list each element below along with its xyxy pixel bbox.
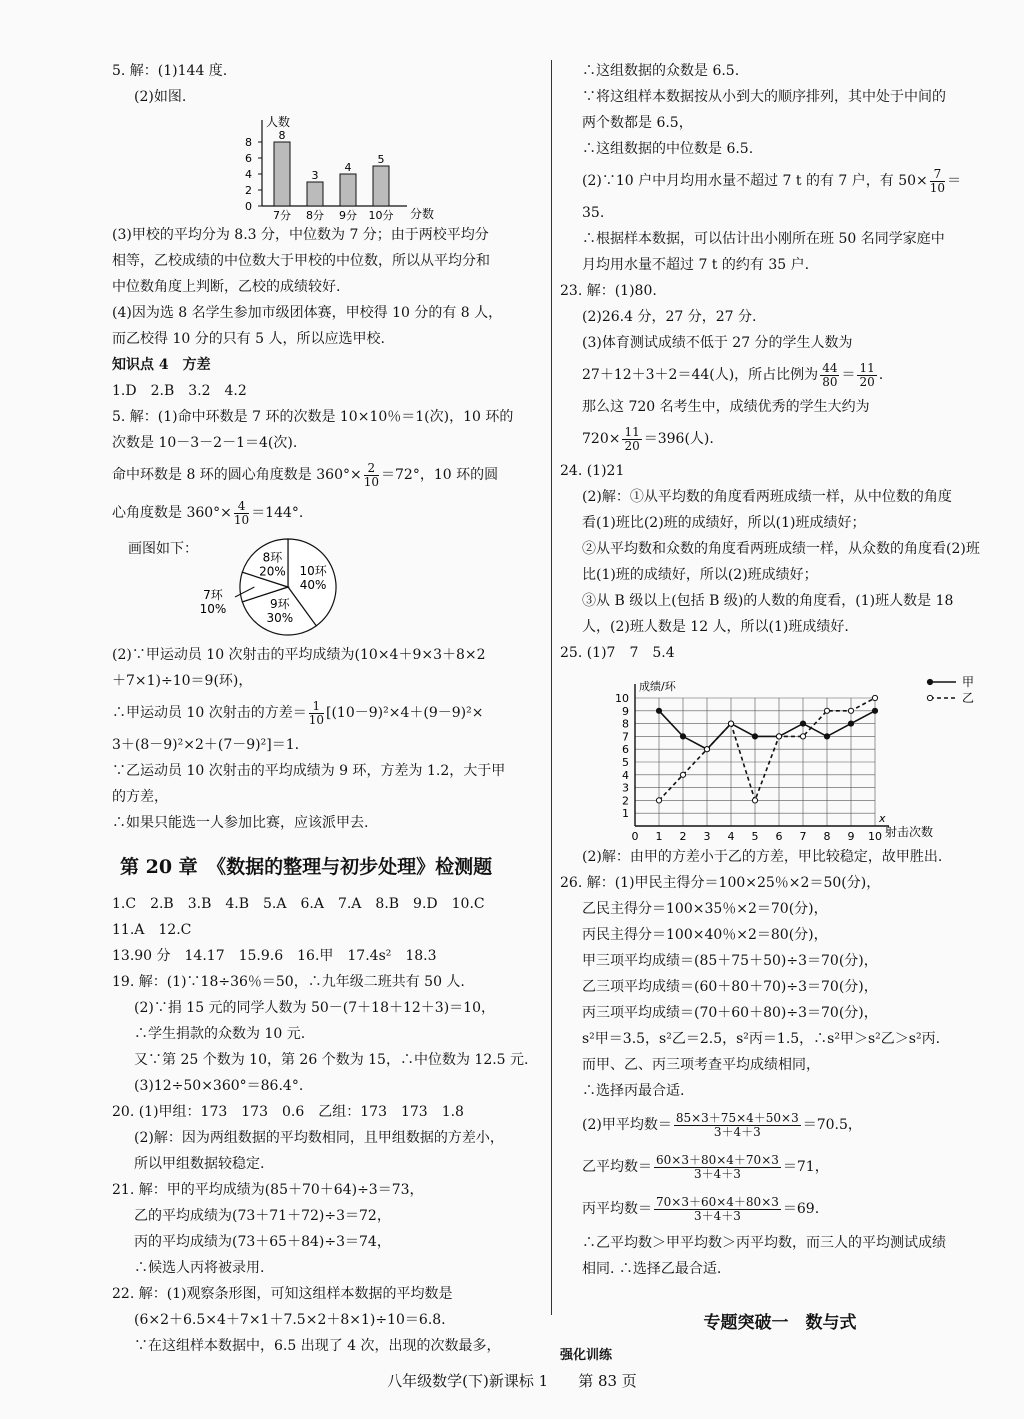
data-point: [824, 708, 829, 713]
x-tick-label: 1: [655, 830, 663, 843]
data-point: [848, 708, 853, 713]
y-axis-label: 成绩/环: [639, 680, 676, 693]
q23b-pre: 27＋12＋3＋2＝44(人)，所占比例为: [582, 367, 819, 383]
q19-line: (2)∵捐 15 元的同学人数为 50－(7＋18＋12＋3)＝10，: [134, 1000, 495, 1016]
y-tick-label: 0: [245, 200, 252, 213]
series-line: [659, 711, 875, 749]
q23-line: (2)26.4 分，27 分，27 分.: [582, 309, 757, 325]
bar-value-label: 8: [278, 129, 286, 142]
angle-10-post: ＝144°.: [251, 505, 304, 521]
q23d-pre: 720×: [582, 431, 621, 447]
y-tick-label: 1: [622, 807, 629, 821]
fraction: [674, 1112, 801, 1139]
q20-line: (2)解：因为两组数据的平均数相同，且甲组数据的方差小，: [134, 1130, 504, 1146]
q5d-line: ＋7×1)÷10＝9(环)，: [112, 673, 253, 689]
bar-value-label: 4: [344, 161, 352, 174]
denominator: 3＋4＋3: [713, 1124, 761, 1139]
q25b-line: (2)解：由甲的方差小于乙的方差，甲比较稳定，故甲胜出.: [582, 849, 943, 865]
column-divider: [551, 60, 552, 1315]
angle-10-line: [112, 494, 542, 532]
numerator: 11: [624, 424, 640, 439]
angle-10-pre: 心角度数是 360°×: [112, 505, 232, 521]
equals: ＝: [841, 367, 856, 383]
line-chart-svg: [560, 666, 1000, 844]
fraction: [820, 362, 839, 389]
q26-line: ∴选择丙最合适.: [582, 1083, 685, 1099]
q26-line: 丙三项平均成绩＝(70＋60＋80)÷3＝70(分)，: [582, 1005, 878, 1021]
chapter-title: 第 20 章 《数据的整理与初步处理》检测题: [120, 856, 493, 878]
q22-line: (6×2＋6.5×4＋7×1＋7.5×2＋8×1)÷10＝6.8.: [134, 1312, 446, 1328]
q22b-line: ∵将这组样本数据按从小到大的顺序排列，其中处于中间的: [582, 89, 946, 105]
weighted-mean-line: [560, 1104, 1000, 1146]
y-axis-label: 人数: [266, 115, 291, 129]
y-tick-label: 6: [245, 152, 252, 165]
pie-slice-label: 10%: [199, 602, 227, 616]
section-answers: 1.D 2.B 3.2 4.2: [112, 383, 247, 399]
fraction: [364, 462, 379, 489]
q19-line: ∴学生捐款的众数为 10 元.: [134, 1026, 306, 1042]
numerator: 44: [822, 360, 838, 375]
q24-line: 人，(2)班人数是 12 人，所以(1)班成绩好.: [582, 619, 849, 635]
denominator: 80: [822, 374, 838, 389]
q21-line: ∴候选人丙将被录用.: [134, 1260, 265, 1276]
variance-post: [(10－9)²×4＋(9－9)²×: [326, 705, 484, 721]
drill-heading: 强化训练: [560, 1348, 613, 1363]
q5d-line: 的方差，: [112, 789, 168, 805]
w-post: ＝69.: [782, 1201, 820, 1217]
q22c-line: [560, 162, 1000, 200]
right-column: [560, 58, 1000, 1369]
q22b-line: 两个数都是 6.5，: [582, 115, 693, 131]
q22-line: 22. 解：(1)观察条形图，可知这组样本数据的平均数是: [112, 1286, 453, 1302]
q5-line: 5. 解：(1)144 度.: [112, 63, 228, 79]
x-tick-label: 8分: [306, 209, 324, 222]
legend-marker: [927, 679, 932, 684]
w-pre: 乙平均数＝: [582, 1159, 652, 1175]
q26-line: 丙民主得分＝100×40％×2＝80(分)，: [582, 927, 828, 943]
legend-label: 乙: [962, 691, 975, 705]
data-point: [704, 747, 709, 752]
q23c-line: 那么这 720 名考生中，成绩优秀的学生大约为: [582, 399, 870, 415]
x-axis-label: 射击次数: [885, 825, 934, 839]
q22c-post: ＝: [947, 173, 962, 189]
denominator: 20: [624, 438, 640, 453]
denominator: 3＋4＋3: [693, 1166, 741, 1181]
w-post: ＝70.5，: [802, 1117, 862, 1133]
q5d-line: 3＋(8－9)²×2＋(7－9)²]＝1.: [112, 737, 300, 753]
denominator: 20: [859, 374, 875, 389]
pie-slice-label: 30%: [266, 611, 294, 626]
q5-line: (2)如图.: [134, 89, 187, 105]
denominator: 10: [308, 712, 324, 727]
fraction: [309, 700, 324, 727]
y-tick-label: 10: [615, 692, 629, 705]
bar-value-label: 5: [377, 153, 385, 166]
q5d-line: ∵乙运动员 10 次射击的平均成绩为 9 环，方差为 1.2，大于甲: [112, 763, 506, 779]
q24-line: ③从 B 级以上(包括 B 级)的人数的角度看，(1)班人数是 18: [582, 593, 954, 609]
x-tick-label: 0: [631, 830, 639, 843]
data-point: [752, 734, 757, 739]
y-tick-label: 9: [622, 704, 629, 718]
bar-chart-svg: [112, 110, 452, 222]
q26-line: 而甲、乙、丙三项考查平均成绩相同，: [582, 1057, 820, 1073]
data-point: [656, 798, 661, 803]
q20-line: 20. (1)甲组：173 173 0.6 乙组：173 173 1.8: [112, 1104, 464, 1120]
y-tick-label: 7: [622, 730, 629, 744]
x-tick-label: 6: [775, 830, 783, 843]
y-tick-label: 6: [622, 743, 629, 757]
x-tick-label: 2: [679, 830, 687, 843]
q24-line: (2)解：①从平均数的角度看两班成绩一样，从中位数的角度: [582, 489, 952, 505]
y-tick-label: 3: [622, 781, 629, 795]
q19-line: (3)12÷50×360°＝86.4°.: [134, 1078, 304, 1094]
fraction: [234, 500, 249, 527]
line-chart: [560, 666, 1000, 844]
x-tick-label: 8: [823, 830, 831, 843]
answers-line: 13.90 分 14.17 15.9.6 16.甲 17.4s² 18.3: [112, 948, 437, 964]
q26-line: 26. 解：(1)甲民主得分＝100×25％×2＝50(分)，: [560, 875, 881, 891]
numerator: 4: [234, 500, 249, 514]
pie-slice-name: 9环: [270, 597, 290, 612]
q5b-line: (4)因为选 8 名学生参加市级团体赛，甲校得 10 分的有 8 人，: [112, 305, 503, 321]
q20-line: 所以甲组数据较稳定.: [134, 1156, 265, 1172]
pie-slice-label: 20%: [259, 564, 286, 579]
data-point: [824, 734, 829, 739]
weighted-mean-line: [560, 1188, 1000, 1230]
data-point: [872, 695, 877, 700]
bar: [373, 166, 389, 206]
data-point: [656, 708, 661, 713]
q5c-line: 5. 解：(1)命中环数是 7 环的次数是 10×10％＝1(次)，10 环的: [112, 409, 514, 425]
data-point: [848, 721, 853, 726]
x-tick-label: 10分: [368, 209, 394, 222]
data-point: [680, 734, 685, 739]
q23b-line: [560, 356, 1000, 394]
q5b-line: 中位数角度上判断，乙校的成绩较好.: [112, 279, 341, 295]
x-tick-label: 4: [727, 830, 735, 843]
numerator: 7: [930, 168, 945, 182]
bar-chart: [112, 110, 542, 222]
x-tick-label: 9分: [339, 209, 357, 222]
q22b-line: ∴这组数据的中位数是 6.5.: [582, 141, 754, 157]
data-point: [776, 734, 781, 739]
angle-8-post: ＝72°，10 环的圆: [381, 467, 499, 483]
denominator: 3＋4＋3: [693, 1208, 741, 1223]
denominator: 10: [233, 512, 250, 527]
q23d-post: ＝396(人).: [643, 431, 714, 447]
q21-line: 21. 解：甲的平均成绩为(85＋70＋64)÷3＝73，: [112, 1182, 424, 1198]
w-post: ＝71，: [782, 1159, 829, 1175]
q26-line: 甲三项平均成绩＝(85＋75＋50)÷3＝70(分)，: [582, 953, 878, 969]
fraction: [930, 168, 945, 195]
q24-line: ②从平均数和众数的角度看两班成绩一样，从众数的角度看(2)班: [582, 541, 980, 557]
y-tick-label: 4: [622, 768, 629, 782]
y-tick-label: 8: [622, 717, 629, 731]
q5d-line: (2)∵甲运动员 10 次射击的平均成绩为(10×4＋9×3＋8×2: [112, 647, 486, 663]
q26-line: s²甲＝3.5，s²乙＝2.5，s²丙＝1.5，∴s²甲＞s²乙＞s²丙.: [582, 1031, 941, 1047]
x-tick-label: 9: [847, 830, 855, 843]
angle-8-line: [112, 456, 542, 494]
x-tick-label: 7: [799, 830, 807, 843]
q22d-line: 35.: [582, 205, 605, 221]
q19-line: 又∵第 25 个数为 10，第 26 个数为 15，∴中位数为 12.5 元.: [134, 1052, 529, 1068]
data-point: [800, 734, 805, 739]
pie-slice-label: 40%: [299, 577, 327, 592]
q5c-line: 次数是 10－3－2－1＝4(次).: [112, 435, 298, 451]
data-point: [680, 772, 685, 777]
q26c-line: 相同. ∴选择乙最合适.: [582, 1261, 722, 1277]
variance-line: [112, 694, 542, 732]
q26-line: 乙民主得分＝100×35％×2＝70(分)，: [582, 901, 828, 917]
numerator: 70×3＋60×4＋80×3: [656, 1194, 779, 1209]
section-heading: 知识点 4 方差: [112, 357, 211, 373]
fraction: [654, 1196, 781, 1223]
y-tick-label: 4: [245, 168, 252, 181]
q5b-line: 相等，乙校成绩的中位数大于甲校的中位数，所以从平均分和: [112, 253, 490, 269]
topic-title: 专题突破一 数与式: [703, 1313, 857, 1333]
q21-line: 丙的平均成绩为(73＋65＋84)÷3＝74，: [134, 1234, 391, 1250]
fraction: [654, 1154, 781, 1181]
answers-line: 1.C 2.B 3.B 4.B 5.A 6.A 7.A 8.B 9.D 10.C: [112, 896, 485, 912]
pie-slice-name: 10环: [299, 563, 327, 578]
bar-value-label: 3: [311, 169, 319, 182]
fraction: [622, 426, 641, 453]
legend-label: 甲: [962, 675, 975, 689]
y-tick-label: 2: [245, 184, 252, 197]
q24-line: 看(1)班比(2)班的成绩好，所以(1)班成绩好；: [582, 515, 866, 531]
answers-line: 11.A 12.C: [112, 922, 192, 938]
q21-line: 乙的平均成绩为(73＋71＋72)÷3＝72，: [134, 1208, 391, 1224]
pie-slice-name: 8环: [262, 550, 283, 565]
data-point: [800, 721, 805, 726]
bar: [340, 174, 356, 206]
x-tick-label: 10: [868, 830, 882, 843]
x-axis-letter: x: [879, 812, 886, 825]
data-point: [728, 721, 733, 726]
x-axis-label: 分数: [410, 207, 435, 221]
q23d-line: [560, 420, 1000, 458]
data-point: [752, 798, 757, 803]
x-tick-label: 7分: [273, 209, 291, 222]
pie-figure: [112, 532, 542, 642]
fraction: [857, 362, 876, 389]
q26c-line: ∴乙平均数＞甲平均数＞丙平均数，而三人的平均测试成绩: [582, 1235, 946, 1251]
pie-chart-svg: [192, 532, 452, 642]
legend-marker: [927, 695, 932, 700]
q22-line: ∵在这组样本数据中，6.5 出现了 4 次，出现的次数最多，: [134, 1338, 501, 1354]
q22c-pre: (2)∵10 户中月均用水量不超过 7 t 的有 7 户，有 50×: [582, 173, 928, 189]
q23-line: 23. 解：(1)80.: [560, 283, 657, 299]
denominator: 10: [929, 180, 946, 195]
q22b-line: ∴这组数据的众数是 6.5.: [582, 63, 740, 79]
q22d-line: ∴根据样本数据，可以估计出小刚所在班 50 名同学家庭中: [582, 231, 945, 247]
q19-line: 19. 解：(1)∵18÷36％＝50，∴九年级二班共有 50 人.: [112, 974, 465, 990]
bar: [274, 142, 290, 206]
numerator: 85×3＋75×4＋50×3: [675, 1110, 799, 1125]
bar: [307, 182, 323, 206]
variance-pre: ∴甲运动员 10 次射击的方差＝: [112, 705, 307, 721]
w-pre: (2)甲平均数＝: [582, 1117, 672, 1133]
x-tick-label: 3: [703, 830, 711, 843]
pie-slice-name: 7环: [203, 588, 223, 602]
w-pre: 丙平均数＝: [582, 1201, 652, 1217]
y-tick-label: 8: [245, 136, 252, 149]
numerator: 11: [859, 360, 875, 375]
data-point: [872, 708, 877, 713]
left-column: [112, 58, 542, 1359]
q23b-post: .: [878, 367, 884, 383]
numerator: 2: [364, 462, 379, 476]
y-tick-label: 5: [622, 756, 629, 769]
y-tick-label: 2: [622, 794, 629, 808]
q5d-line: ∴如果只能选一人参加比赛，应该派甲去.: [112, 815, 369, 831]
angle-8-pre: 命中环数是 8 环的圆心角度数是 360°×: [112, 467, 362, 483]
numerator: 1: [309, 700, 324, 714]
denominator: 10: [363, 474, 379, 489]
x-tick-label: 5: [751, 830, 759, 843]
q24-line: 比(1)班的成绩好，所以(2)班成绩好；: [582, 567, 818, 583]
weighted-mean-line: [560, 1146, 1000, 1188]
q5b-line: (3)甲校的平均分为 8.3 分，中位数为 7 分；由于两校平均分: [112, 227, 489, 243]
q23-line: (3)体育测试成绩不低于 27 分的学生人数为: [582, 335, 853, 351]
q5b-line: 而乙校得 10 分的只有 5 人，所以应选甲校.: [112, 331, 385, 347]
q25-line: 25. (1)7 7 5.4: [560, 645, 675, 661]
numerator: 60×3＋80×4＋70×3: [656, 1152, 779, 1167]
q22d-line: 月均用水量不超过 7 t 的约有 35 户.: [582, 257, 810, 273]
q26-line: 乙三项平均成绩＝(60＋80＋70)÷3＝70(分)，: [582, 979, 878, 995]
pie-intro: 画图如下：: [128, 541, 198, 557]
q24-line: 24. (1)21: [560, 463, 625, 479]
page-footer: 八年级数学(下)新课标 1 第 83 页: [387, 1372, 637, 1390]
